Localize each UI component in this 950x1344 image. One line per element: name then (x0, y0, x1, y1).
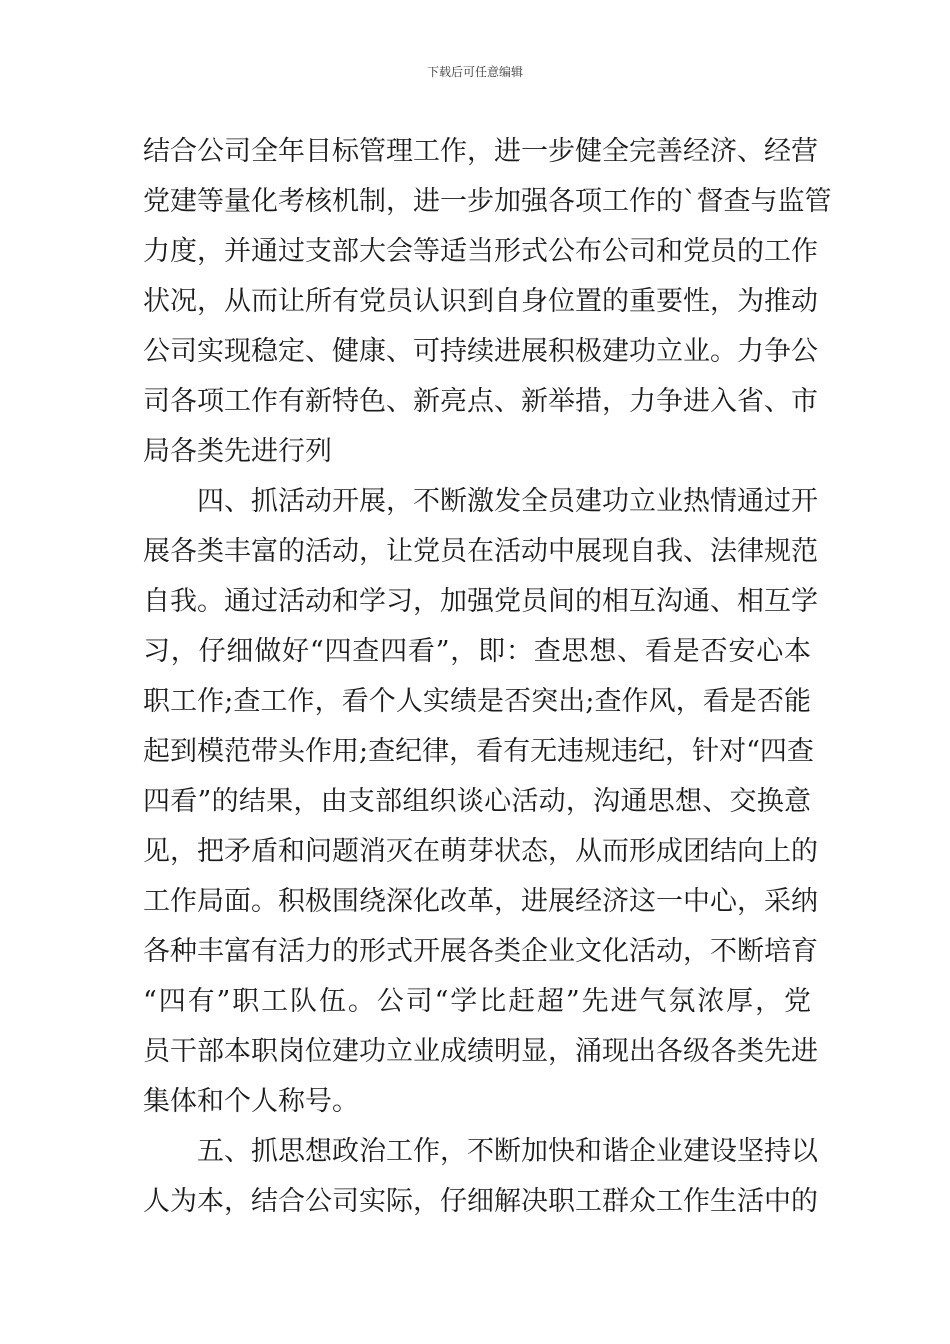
text-line: “四有”职工队伍。公司“学比赶超”先进气氛浓厚，党 (143, 986, 811, 1017)
text-line: 展各类丰富的活动，让党员在活动中展现自我、法律规范 (143, 536, 818, 567)
text-line: 局各类先进行列 (143, 436, 332, 467)
text-line: 自我。通过活动和学习，加强党员间的相互沟通、相互学 (143, 586, 818, 617)
body-text (143, 127, 832, 1227)
text-line: 力度，并通过支部大会等适当形式公布公司和党员的工作 (143, 236, 818, 267)
text-line: 司各项工作有新特色、新亮点、新举措，力争进入省、市 (143, 386, 818, 417)
text-line: 党建等量化考核机制，进一步加强各项工作的`督查与监管 (143, 186, 832, 217)
paragraph-start-line: 五、抓思想政治工作，不断加快和谐企业建设坚持以 (143, 1136, 818, 1167)
text-line: 四看”的结果，由支部组织谈心活动，沟通思想、交换意 (143, 786, 811, 817)
text-line: 习，仔细做好“四查四看”，即：查思想、看是否安心本 (143, 636, 811, 667)
text-line: 工作局面。积极围绕深化改革，进展经济这一中心，采纳 (143, 886, 818, 917)
text-line: 结合公司全年目标管理工作，进一步健全完善经济、经营 (143, 136, 818, 167)
page-header: 下载后可任意编辑 (426, 65, 523, 79)
text-line: 集体和个人称号。 (143, 1086, 359, 1117)
paragraph-start-line: 四、抓活动开展，不断激发全员建功立业热情通过开 (143, 486, 818, 517)
text-line: 人为本，结合公司实际，仔细解决职工群众工作生活中的 (143, 1186, 818, 1217)
text-line: 起到模范带头作用;查纪律，看有无违规违纪，针对“四查 (143, 736, 814, 767)
text-line: 员干部本职岗位建功立业成绩明显，涌现出各级各类先进 (143, 1036, 818, 1067)
text-line: 职工作;查工作，看个人实绩是否突出;查作风，看是否能 (143, 686, 811, 717)
text-line: 各种丰富有活力的形式开展各类企业文化活动，不断培育 (143, 936, 818, 967)
text-line: 状况，从而让所有党员认识到自身位置的重要性，为推动 (143, 286, 818, 317)
text-line: 见，把矛盾和问题消灭在萌芽状态，从而形成团结向上的 (143, 836, 818, 867)
text-line: 公司实现稳定、健康、可持续进展积极建功立业。力争公 (143, 336, 818, 367)
